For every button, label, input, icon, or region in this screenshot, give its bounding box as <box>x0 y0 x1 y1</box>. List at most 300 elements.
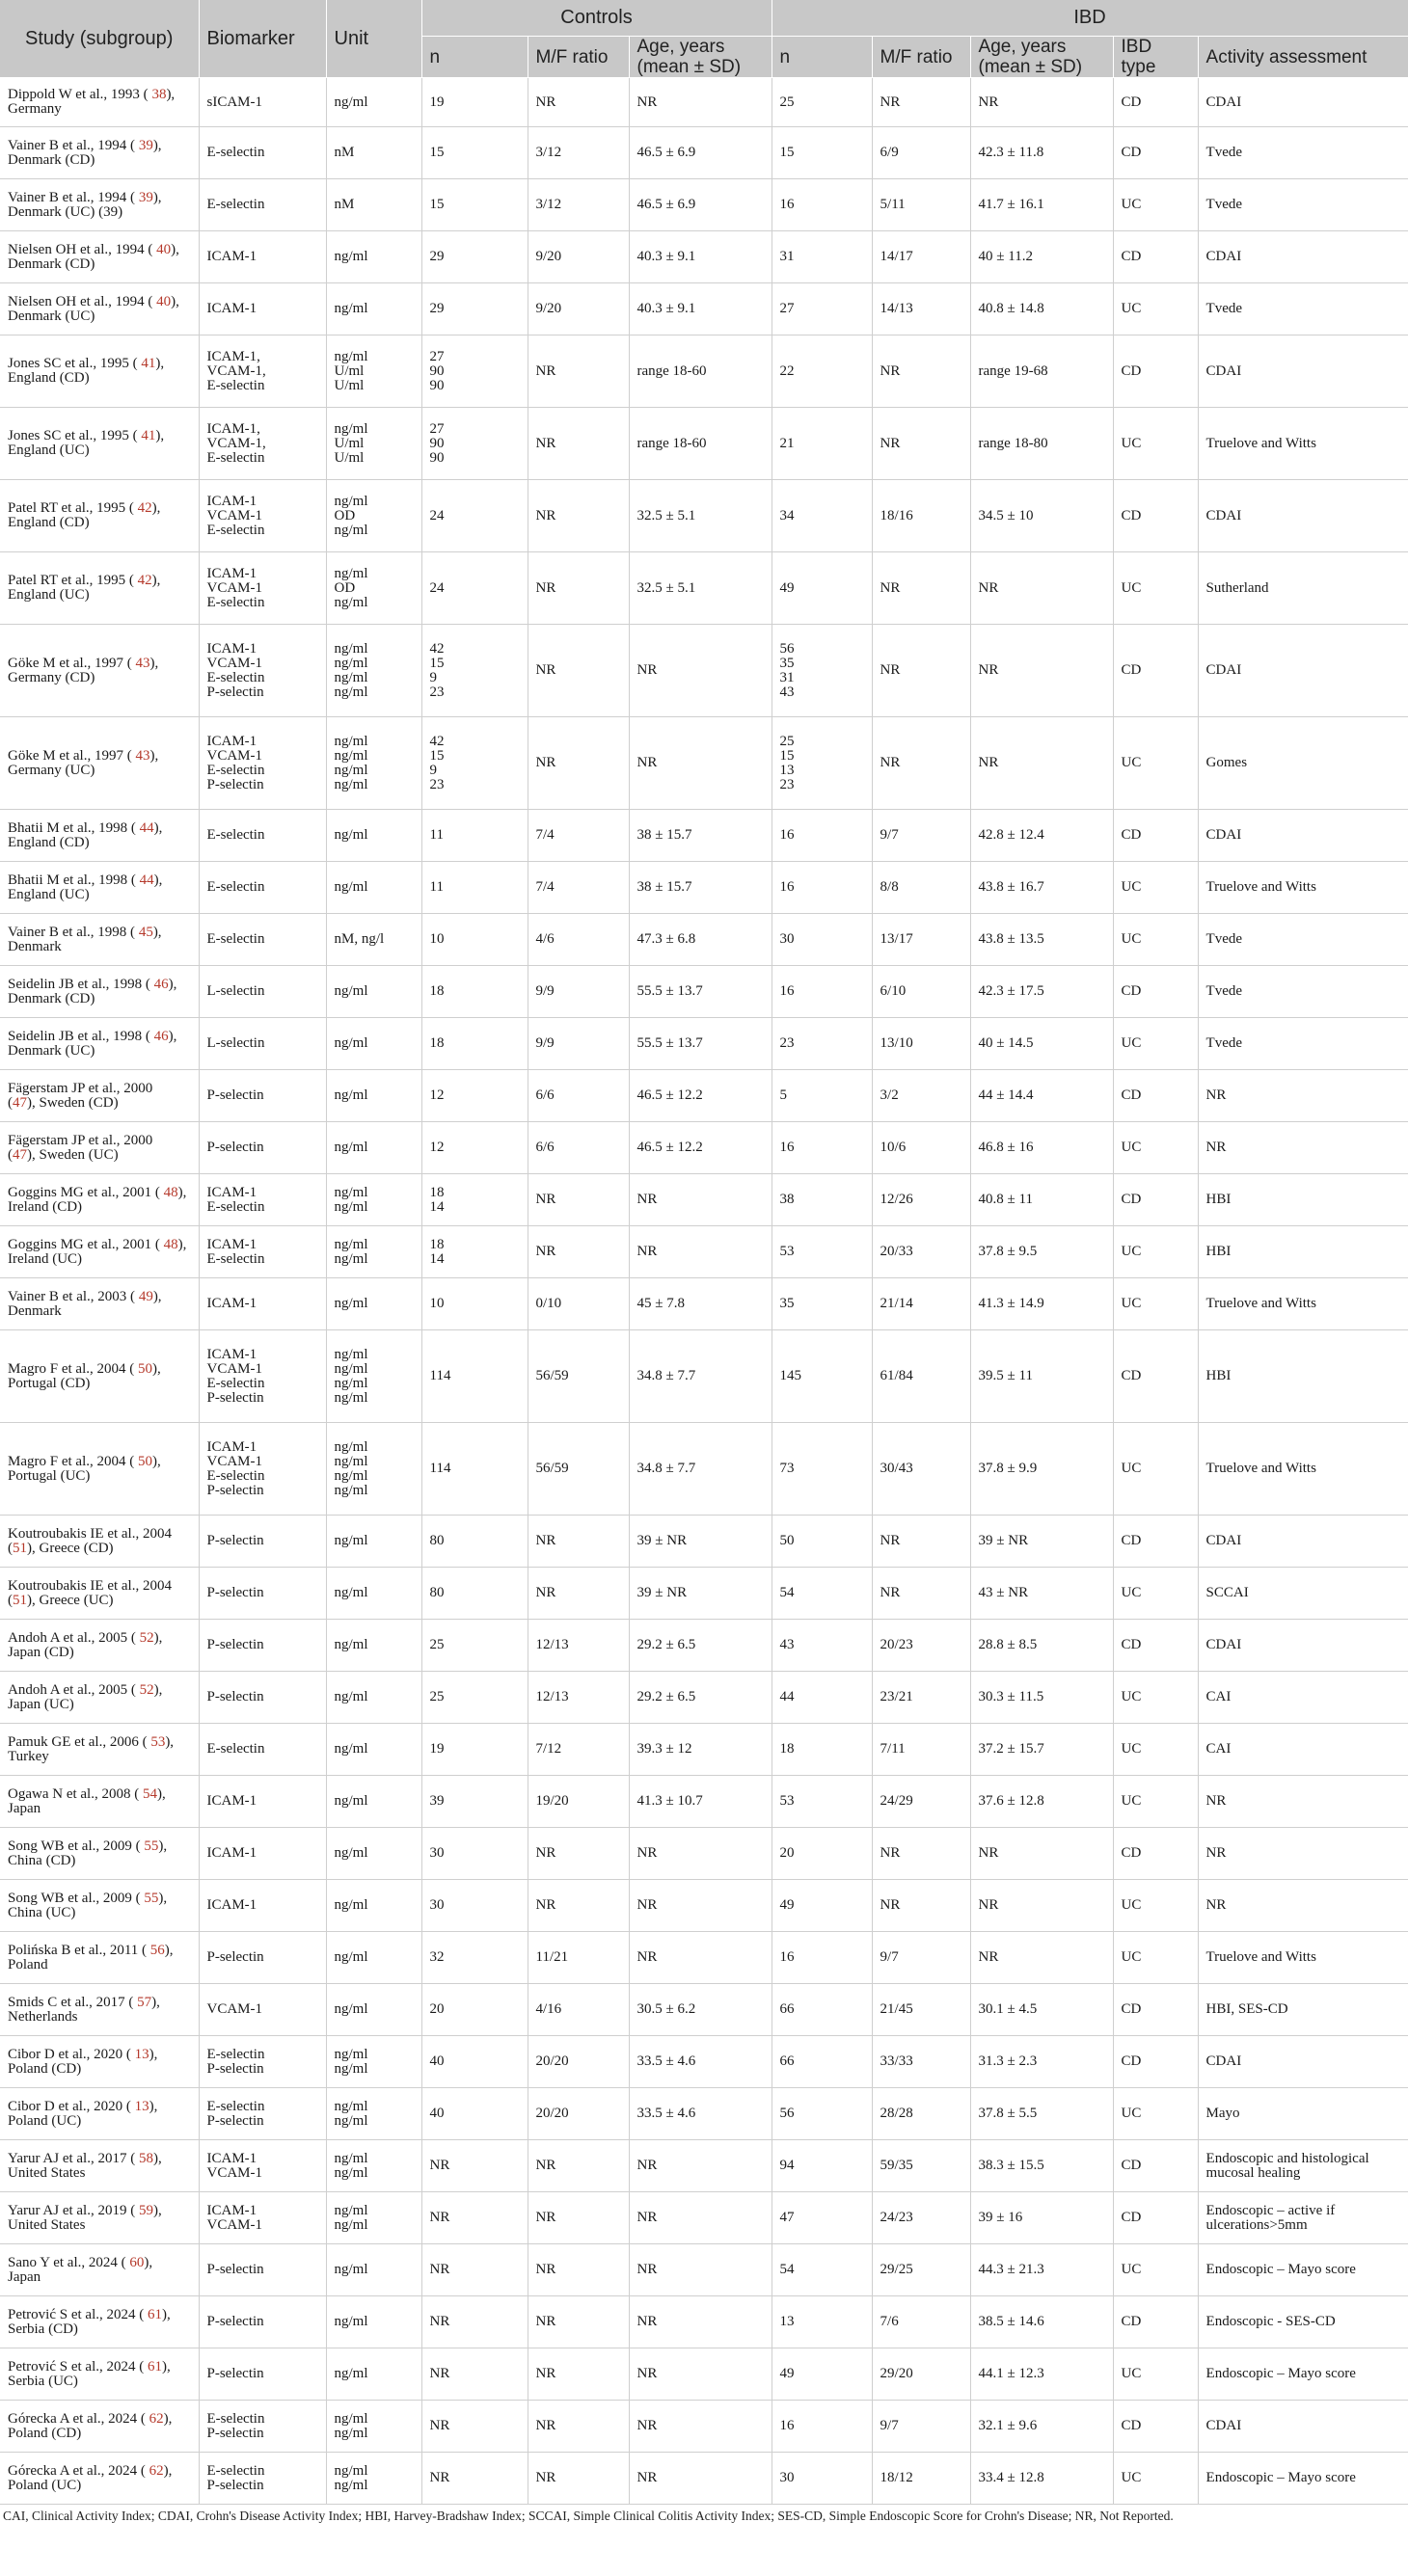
cell-unit: ng/ml ng/ml <box>326 2140 421 2192</box>
reference-link[interactable]: 62 <box>149 2410 164 2427</box>
cell-controls-age: NR <box>629 2296 772 2348</box>
cell-ibd-age: 39 ± 16 <box>970 2192 1113 2244</box>
cell-ibd-age: 34.5 ± 10 <box>970 480 1113 552</box>
cell-ibd-age: 37.8 ± 5.5 <box>970 2088 1113 2140</box>
reference-link[interactable]: 43 <box>135 655 150 671</box>
study-location: Japan <box>8 1800 41 1816</box>
table-row <box>0 717 1408 810</box>
cell-controls-n: 15 <box>421 179 528 231</box>
study-suffix: ), <box>152 137 162 153</box>
cell-unit: ng/ml <box>326 1984 421 2036</box>
study-location: Poland (CD) <box>8 2060 82 2077</box>
cell-ibd-n: 23 <box>772 1018 872 1070</box>
cell-controls-age: 46.5 ± 12.2 <box>629 1122 772 1174</box>
reference-link[interactable]: 50 <box>137 1360 152 1377</box>
study-location: Poland <box>8 1956 48 1972</box>
cell-controls-age: 32.5 ± 5.1 <box>629 480 772 552</box>
cell-controls-age: 34.8 ± 7.7 <box>629 1423 772 1516</box>
reference-link[interactable]: 47 <box>13 1146 27 1163</box>
cell-unit: ng/ml ng/ml <box>326 1174 421 1226</box>
cell-biomarker: sICAM-1 <box>199 78 326 127</box>
cell-controls-mf: 0/10 <box>528 1278 629 1330</box>
cell-ibd-mf: 7/11 <box>872 1724 970 1776</box>
cell-ibd-n: 16 <box>772 179 872 231</box>
study-suffix: ), <box>165 1733 175 1750</box>
reference-link[interactable]: 52 <box>139 1681 154 1698</box>
cell-ibd-age: 43 ± NR <box>970 1568 1113 1620</box>
cell-controls-mf: 56/59 <box>528 1423 629 1516</box>
cell-study <box>0 552 199 625</box>
table-row <box>0 1724 1408 1776</box>
cell-ibd-n: 21 <box>772 408 872 480</box>
table-row <box>0 2140 1408 2192</box>
reference-link[interactable]: 47 <box>13 1094 27 1111</box>
cell-ibd-type: UC <box>1113 1724 1198 1776</box>
cell-ibd-age: 41.7 ± 16.1 <box>970 179 1113 231</box>
cell-controls-n: 18 14 <box>421 1226 528 1278</box>
cell-controls-n: NR <box>421 2244 528 2296</box>
cell-ibd-type: UC <box>1113 2088 1198 2140</box>
cell-biomarker: P-selectin <box>199 1672 326 1724</box>
cell-ibd-type: CD <box>1113 1330 1198 1423</box>
cell-controls-age: 39 ± NR <box>629 1516 772 1568</box>
cell-ibd-age: 46.8 ± 16 <box>970 1122 1113 1174</box>
cell-ibd-n: 54 <box>772 2244 872 2296</box>
table-row <box>0 1880 1408 1932</box>
study-author: Yarur AJ et al., 2019 ( <box>8 2202 136 2218</box>
cell-controls-mf: 7/4 <box>528 862 629 914</box>
study-suffix: ), <box>161 2358 171 2375</box>
cell-controls-age: NR <box>629 625 772 717</box>
cell-ibd-type: UC <box>1113 1932 1198 1984</box>
cell-ibd-type: UC <box>1113 2244 1198 2296</box>
reference-link[interactable]: 40 <box>156 241 172 257</box>
cell-ibd-age: 30.3 ± 11.5 <box>970 1672 1113 1724</box>
cell-ibd-type: CD <box>1113 1070 1198 1122</box>
study-author: Vainer B et al., 1994 ( <box>8 189 136 205</box>
reference-link[interactable]: 41 <box>141 428 156 443</box>
cell-activity: HBI <box>1198 1226 1408 1278</box>
cell-unit: ng/ml <box>326 862 421 914</box>
cell-controls-mf: 4/16 <box>528 1984 629 2036</box>
table-row <box>0 1620 1408 1672</box>
study-author: Göke M et al., 1997 ( <box>8 655 132 671</box>
cell-ibd-type: CD <box>1113 231 1198 283</box>
cell-controls-n: 11 <box>421 862 528 914</box>
cell-ibd-mf: 9/7 <box>872 1932 970 1984</box>
table-row <box>0 1122 1408 1174</box>
cell-controls-n: NR <box>421 2140 528 2192</box>
cell-ibd-type: CD <box>1113 335 1198 408</box>
study-suffix: ), <box>152 1288 162 1304</box>
cell-controls-mf: NR <box>528 78 629 127</box>
cell-ibd-n: 16 <box>772 810 872 862</box>
study-author: Nielsen OH et al., 1994 ( <box>8 293 153 309</box>
cell-ibd-n: 15 <box>772 127 872 179</box>
cell-controls-n: 19 <box>421 1724 528 1776</box>
cell-controls-n: NR <box>421 2401 528 2453</box>
col-controls-mf: M/F ratio <box>528 37 629 78</box>
cell-unit: nM <box>326 179 421 231</box>
reference-link[interactable]: 57 <box>137 1994 152 2010</box>
cell-biomarker: VCAM-1 <box>199 1984 326 2036</box>
cell-unit: ng/ml ng/ml <box>326 2453 421 2505</box>
reference-link[interactable]: 52 <box>139 1629 154 1646</box>
cell-activity: Tvede <box>1198 127 1408 179</box>
col-ibd-mf: M/F ratio <box>872 37 970 78</box>
group-controls: Controls <box>421 0 772 37</box>
cell-ibd-age: 31.3 ± 2.3 <box>970 2036 1113 2088</box>
cell-biomarker: P-selectin <box>199 1620 326 1672</box>
study-suffix: ), <box>152 2202 162 2218</box>
reference-link[interactable]: 54 <box>142 1785 157 1802</box>
cell-ibd-n: 44 <box>772 1672 872 1724</box>
study-location: Serbia (UC) <box>8 2373 78 2389</box>
reference-link[interactable]: 42 <box>137 500 152 516</box>
cell-controls-age: 30.5 ± 6.2 <box>629 1984 772 2036</box>
cell-biomarker: P-selectin <box>199 2244 326 2296</box>
study-suffix: ), Greece (UC) <box>27 1592 114 1608</box>
cell-controls-n: 11 <box>421 810 528 862</box>
cell-biomarker: P-selectin <box>199 2348 326 2401</box>
table-row <box>0 2401 1408 2453</box>
cell-controls-mf: 11/21 <box>528 1932 629 1984</box>
cell-controls-n: 80 <box>421 1516 528 1568</box>
cell-ibd-age: NR <box>970 1828 1113 1880</box>
reference-link[interactable]: 38 <box>151 87 167 102</box>
study-location: China (CD) <box>8 1852 76 1868</box>
study-author: Polińska B et al., 2011 ( <box>8 1942 148 1958</box>
reference-link[interactable]: 42 <box>137 573 152 588</box>
reference-link[interactable]: 55 <box>144 1838 159 1854</box>
study-location: Poland (UC) <box>8 2112 82 2129</box>
cell-controls-n: 114 <box>421 1330 528 1423</box>
cell-controls-n: 18 <box>421 966 528 1018</box>
cell-activity: HBI <box>1198 1174 1408 1226</box>
study-location: England (UC) <box>8 443 90 458</box>
reference-link[interactable]: 48 <box>163 1184 178 1200</box>
cell-controls-age: 41.3 ± 10.7 <box>629 1776 772 1828</box>
study-author: Vainer B et al., 2003 ( <box>8 1288 136 1304</box>
cell-ibd-n: 22 <box>772 335 872 408</box>
study-location: England (UC) <box>8 587 90 603</box>
reference-link[interactable]: 61 <box>147 2358 162 2375</box>
study-author: Song WB et al., 2009 ( <box>8 1838 141 1854</box>
cell-ibd-mf: NR <box>872 335 970 408</box>
table-row <box>0 1423 1408 1516</box>
cell-ibd-n: 47 <box>772 2192 872 2244</box>
study-location: United States <box>8 2216 86 2233</box>
study-suffix: ), <box>152 2150 162 2166</box>
cell-controls-n: 32 <box>421 1932 528 1984</box>
study-author: Górecka A et al., 2024 ( <box>8 2410 146 2427</box>
cell-activity: NR <box>1198 1776 1408 1828</box>
cell-activity: CDAI <box>1198 335 1408 408</box>
cell-controls-n: 20 <box>421 1984 528 2036</box>
cell-controls-age: NR <box>629 1226 772 1278</box>
reference-link[interactable]: 51 <box>13 1540 27 1556</box>
cell-ibd-mf: 29/20 <box>872 2348 970 2401</box>
cell-ibd-n: 145 <box>772 1330 872 1423</box>
reference-link[interactable]: 41 <box>141 356 156 371</box>
reference-link[interactable]: 60 <box>129 2254 145 2270</box>
cell-controls-mf: NR <box>528 1828 629 1880</box>
cell-ibd-mf: 10/6 <box>872 1122 970 1174</box>
cell-controls-mf: NR <box>528 1174 629 1226</box>
cell-unit: ng/ml ng/ml ng/ml ng/ml <box>326 1330 421 1423</box>
cell-ibd-n: 66 <box>772 1984 872 2036</box>
study-author: Ogawa N et al., 2008 ( <box>8 1785 140 1802</box>
cell-study <box>0 78 199 127</box>
cell-ibd-age: 44.1 ± 12.3 <box>970 2348 1113 2401</box>
cell-ibd-age: 37.6 ± 12.8 <box>970 1776 1113 1828</box>
reference-link[interactable]: 50 <box>137 1453 152 1469</box>
table-row <box>0 1776 1408 1828</box>
cell-ibd-n: 53 <box>772 1226 872 1278</box>
study-author: Nielsen OH et al., 1994 ( <box>8 241 153 257</box>
cell-ibd-n: 35 <box>772 1278 872 1330</box>
cell-controls-n: 80 <box>421 1568 528 1620</box>
cell-ibd-type: CD <box>1113 810 1198 862</box>
reference-link[interactable]: 59 <box>138 2202 153 2218</box>
cell-controls-n: 18 <box>421 1018 528 1070</box>
cell-biomarker: E-selectin P-selectin <box>199 2453 326 2505</box>
cell-ibd-mf: 24/23 <box>872 2192 970 2244</box>
reference-link[interactable]: 40 <box>156 293 172 309</box>
cell-activity: Gomes <box>1198 717 1408 810</box>
reference-link[interactable]: 55 <box>144 1890 159 1906</box>
table-row <box>0 2348 1408 2401</box>
reference-link[interactable]: 39 <box>138 189 153 205</box>
cell-ibd-mf: 14/17 <box>872 231 970 283</box>
cell-controls-n: 24 <box>421 480 528 552</box>
study-suffix: ), <box>149 747 159 764</box>
cell-biomarker: L-selectin <box>199 1018 326 1070</box>
study-suffix: ), Greece (CD) <box>27 1540 114 1556</box>
cell-ibd-mf: NR <box>872 717 970 810</box>
reference-link[interactable]: 51 <box>13 1592 27 1608</box>
cell-ibd-mf: NR <box>872 1880 970 1932</box>
table-row <box>0 231 1408 283</box>
cell-controls-mf: NR <box>528 2401 629 2453</box>
cell-ibd-age: 37.8 ± 9.9 <box>970 1423 1113 1516</box>
cell-study <box>0 810 199 862</box>
reference-link[interactable]: 61 <box>147 2306 162 2322</box>
cell-ibd-age: NR <box>970 1932 1113 1984</box>
reference-link[interactable]: 53 <box>150 1733 166 1750</box>
cell-controls-n: 25 <box>421 1620 528 1672</box>
reference-link[interactable]: 45 <box>138 924 153 940</box>
cell-controls-age: 45 ± 7.8 <box>629 1278 772 1330</box>
cell-study <box>0 335 199 408</box>
cell-controls-age: 55.5 ± 13.7 <box>629 1018 772 1070</box>
cell-study <box>0 1423 199 1516</box>
cell-controls-mf: 6/6 <box>528 1122 629 1174</box>
cell-activity: Truelove and Witts <box>1198 1278 1408 1330</box>
study-suffix: ), <box>151 1994 160 2010</box>
cell-ibd-n: 49 <box>772 2348 872 2401</box>
cell-ibd-n: 5 <box>772 1070 872 1122</box>
cell-ibd-type: CD <box>1113 1174 1198 1226</box>
study-location: Poland (UC) <box>8 2477 82 2493</box>
cell-controls-age: range 18-60 <box>629 408 772 480</box>
study-suffix: ), <box>153 819 163 836</box>
reference-link[interactable]: 46 <box>153 976 169 992</box>
cell-ibd-n: 16 <box>772 862 872 914</box>
cell-biomarker: E-selectin <box>199 1724 326 1776</box>
cell-activity: SCCAI <box>1198 1568 1408 1620</box>
cell-controls-age: 55.5 ± 13.7 <box>629 966 772 1018</box>
cell-ibd-n: 16 <box>772 1122 872 1174</box>
study-suffix: ), <box>164 1942 174 1958</box>
table-row <box>0 1516 1408 1568</box>
reference-link[interactable]: 49 <box>138 1288 153 1304</box>
cell-biomarker: ICAM-1 <box>199 1278 326 1330</box>
study-location: Ireland (CD) <box>8 1198 83 1215</box>
cell-ibd-age: NR <box>970 1880 1113 1932</box>
study-suffix: ), <box>155 356 165 371</box>
cell-ibd-type: UC <box>1113 283 1198 335</box>
reference-link[interactable]: 56 <box>149 1942 165 1958</box>
study-location: Portugal (CD) <box>8 1375 91 1391</box>
cell-study <box>0 1776 199 1828</box>
study-author: Fägerstam JP et al., 2000 <box>8 1132 153 1148</box>
table-row <box>0 2244 1408 2296</box>
cell-controls-mf: 9/9 <box>528 966 629 1018</box>
reference-link[interactable]: 62 <box>149 2462 164 2479</box>
cell-biomarker: ICAM-1 VCAM-1 E-selectin P-selectin <box>199 1423 326 1516</box>
cell-activity: Truelove and Witts <box>1198 862 1408 914</box>
cell-ibd-type: CD <box>1113 78 1198 127</box>
cell-ibd-age: 28.8 ± 8.5 <box>970 1620 1113 1672</box>
cell-ibd-mf: 21/45 <box>872 1984 970 2036</box>
study-author: Dippold W et al., 1993 ( <box>8 87 149 102</box>
cell-controls-age: NR <box>629 2244 772 2296</box>
reference-link[interactable]: 13 <box>134 2098 149 2114</box>
reference-link[interactable]: 13 <box>134 2046 149 2062</box>
cell-ibd-mf: 20/33 <box>872 1226 970 1278</box>
study-suffix: ), <box>168 1028 177 1044</box>
cell-biomarker: E-selectin <box>199 862 326 914</box>
study-author: Seidelin JB et al., 1998 ( <box>8 1028 150 1044</box>
cell-ibd-type: UC <box>1113 552 1198 625</box>
study-location: United States <box>8 2164 86 2181</box>
cell-ibd-n: 20 <box>772 1828 872 1880</box>
table-row <box>0 1070 1408 1122</box>
cell-controls-mf: NR <box>528 625 629 717</box>
cell-study <box>0 1226 199 1278</box>
cell-ibd-type: CD <box>1113 1984 1198 2036</box>
cell-controls-age: 46.5 ± 12.2 <box>629 1070 772 1122</box>
table-row <box>0 179 1408 231</box>
cell-unit: ng/ml ng/ml <box>326 2401 421 2453</box>
cell-study <box>0 1330 199 1423</box>
cell-ibd-n: 50 <box>772 1516 872 1568</box>
cell-controls-n: 25 <box>421 1672 528 1724</box>
study-location: Portugal (UC) <box>8 1467 91 1484</box>
reference-link[interactable]: 44 <box>139 872 154 888</box>
cell-ibd-mf: 20/23 <box>872 1620 970 1672</box>
cell-controls-mf: NR <box>528 1880 629 1932</box>
table-row <box>0 810 1408 862</box>
cell-unit: ng/ml <box>326 1932 421 1984</box>
cell-biomarker: ICAM-1 VCAM-1 <box>199 2140 326 2192</box>
cell-study <box>0 283 199 335</box>
cell-unit: ng/ml U/ml U/ml <box>326 408 421 480</box>
study-suffix: ), <box>152 189 162 205</box>
cell-ibd-type: UC <box>1113 1880 1198 1932</box>
study-suffix: ), <box>149 2046 158 2062</box>
cell-activity: Truelove and Witts <box>1198 1423 1408 1516</box>
cell-ibd-mf: 18/12 <box>872 2453 970 2505</box>
reference-link[interactable]: 43 <box>135 747 150 764</box>
cell-study <box>0 625 199 717</box>
study-author: Petrović S et al., 2024 ( <box>8 2306 145 2322</box>
cell-activity: CDAI <box>1198 1620 1408 1672</box>
reference-link[interactable]: 46 <box>153 1028 169 1044</box>
reference-link[interactable]: 39 <box>138 137 153 153</box>
cell-activity: CDAI <box>1198 2401 1408 2453</box>
table-row <box>0 2088 1408 2140</box>
cell-biomarker: E-selectin P-selectin <box>199 2036 326 2088</box>
study-location: China (UC) <box>8 1904 76 1920</box>
cell-ibd-age: 39.5 ± 11 <box>970 1330 1113 1423</box>
cell-activity: Tvede <box>1198 1018 1408 1070</box>
reference-link[interactable]: 48 <box>163 1236 178 1252</box>
cell-unit: ng/ml <box>326 966 421 1018</box>
cell-controls-mf: NR <box>528 335 629 408</box>
cell-unit: ng/ml ng/ml <box>326 1226 421 1278</box>
cell-controls-age: NR <box>629 1174 772 1226</box>
cell-controls-age: 46.5 ± 6.9 <box>629 127 772 179</box>
cell-ibd-n: 43 <box>772 1620 872 1672</box>
cell-unit: ng/ml ng/ml ng/ml ng/ml <box>326 1423 421 1516</box>
cell-biomarker: ICAM-1 VCAM-1 E-selectin <box>199 480 326 552</box>
study-author: Smids C et al., 2017 ( <box>8 1994 134 2010</box>
cell-study <box>0 1620 199 1672</box>
cell-activity: Sutherland <box>1198 552 1408 625</box>
cell-controls-mf: 9/20 <box>528 231 629 283</box>
cell-controls-n: 12 <box>421 1122 528 1174</box>
cell-controls-age: 47.3 ± 6.8 <box>629 914 772 966</box>
cell-ibd-n: 49 <box>772 552 872 625</box>
cell-activity: HBI <box>1198 1330 1408 1423</box>
reference-link[interactable]: 44 <box>139 819 154 836</box>
table-row <box>0 127 1408 179</box>
reference-link[interactable]: 58 <box>138 2150 153 2166</box>
cell-ibd-n: 56 <box>772 2088 872 2140</box>
cell-ibd-mf: 28/28 <box>872 2088 970 2140</box>
cell-controls-n: 29 <box>421 231 528 283</box>
cell-unit: ng/ml <box>326 2296 421 2348</box>
study-suffix: ), <box>153 872 163 888</box>
cell-controls-age: NR <box>629 1828 772 1880</box>
cell-study <box>0 717 199 810</box>
cell-ibd-type: UC <box>1113 1423 1198 1516</box>
cell-ibd-mf: 9/7 <box>872 2401 970 2453</box>
cell-ibd-n: 94 <box>772 2140 872 2192</box>
table-row <box>0 1672 1408 1724</box>
col-unit: Unit <box>326 0 421 78</box>
study-suffix: ), <box>158 1838 168 1854</box>
cell-ibd-type: UC <box>1113 914 1198 966</box>
cell-ibd-type: UC <box>1113 717 1198 810</box>
study-suffix: ), <box>151 1453 161 1469</box>
cell-controls-n: 24 <box>421 552 528 625</box>
table-row <box>0 1984 1408 2036</box>
cell-activity: NR <box>1198 1828 1408 1880</box>
table-row <box>0 408 1408 480</box>
